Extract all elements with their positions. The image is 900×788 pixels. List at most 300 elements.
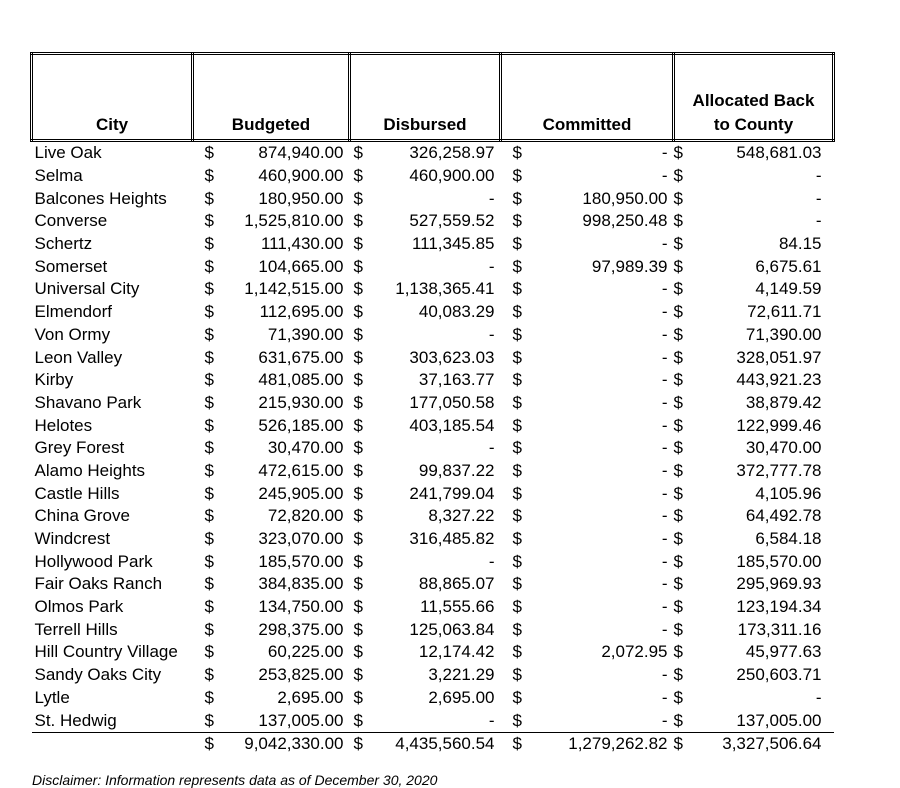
disbursed-cell	[350, 324, 501, 347]
committed-cell	[501, 573, 674, 596]
currency-symbol: $	[353, 460, 363, 480]
table-row	[32, 255, 834, 278]
disbursed-cell	[350, 369, 501, 392]
allocated-value: 372,777.78	[736, 460, 822, 480]
disbursed-value: -	[488, 256, 495, 276]
city-name: Balcones Heights	[34, 188, 167, 208]
committed-value: -	[661, 392, 668, 412]
budgeted-value: 1,525,810.00	[244, 211, 344, 231]
disbursed-cell	[350, 687, 501, 710]
allocated-value: -	[815, 211, 822, 231]
committed-cell	[501, 301, 674, 324]
currency-symbol: $	[673, 166, 683, 186]
allocated-value: 137,005.00	[736, 710, 822, 730]
allocated-value: 295,969.93	[736, 574, 822, 594]
budgeted-cell	[193, 233, 350, 256]
budgeted-value: 30,470.00	[267, 438, 344, 458]
budgeted-value: 112,695.00	[259, 302, 344, 322]
currency-symbol: $	[204, 279, 214, 299]
budgeted-cell	[193, 369, 350, 392]
allocated-cell	[674, 664, 834, 687]
totals-row	[32, 732, 834, 755]
currency-symbol: $	[673, 460, 683, 480]
currency-symbol: $	[353, 211, 363, 231]
allocated-cell	[674, 482, 834, 505]
budgeted-value: 1,142,515.00	[244, 279, 344, 299]
allocated-value: -	[815, 188, 822, 208]
currency-symbol: $	[204, 347, 214, 367]
currency-symbol: $	[204, 665, 214, 685]
disbursed-value: 12,174.42	[418, 642, 495, 662]
currency-symbol: $	[673, 597, 683, 617]
city-name: Terrell Hills	[34, 619, 118, 639]
currency-symbol: $	[512, 506, 522, 526]
budgeted-cell	[193, 460, 350, 483]
currency-symbol: $	[204, 392, 214, 412]
city-name: Grey Forest	[34, 438, 125, 458]
committed-value: -	[661, 438, 668, 458]
currency-symbol: $	[204, 529, 214, 549]
currency-symbol: $	[673, 370, 683, 390]
committed-cell	[501, 278, 674, 301]
currency-symbol: $	[512, 143, 522, 163]
disbursed-cell	[350, 641, 501, 664]
committed-value: -	[661, 597, 668, 617]
city-name: Hill Country Village	[34, 642, 178, 662]
budgeted-value: 253,825.00	[258, 665, 344, 685]
currency-symbol: $	[204, 506, 214, 526]
allocated-cell	[674, 641, 834, 664]
committed-value: -	[661, 665, 668, 685]
disbursed-cell	[350, 505, 501, 528]
budgeted-cell	[193, 709, 350, 732]
table-row	[32, 414, 834, 437]
allocated-cell	[674, 596, 834, 619]
committed-cell	[501, 482, 674, 505]
allocated-cell	[674, 709, 834, 732]
currency-symbol: $	[673, 483, 683, 503]
allocated-value: 4,149.59	[755, 279, 822, 299]
budgeted-value: 180,950.00	[258, 188, 344, 208]
budgeted-value: 481,085.00	[258, 370, 344, 390]
header-row	[32, 54, 834, 141]
disbursed-value: 177,050.58	[409, 392, 495, 412]
currency-symbol: $	[512, 279, 522, 299]
currency-symbol: $	[512, 234, 522, 254]
allocated-value: 6,675.61	[755, 256, 822, 276]
disbursed-cell	[350, 346, 501, 369]
committed-value: -	[661, 415, 668, 435]
currency-symbol: $	[353, 438, 363, 458]
disbursed-cell	[350, 301, 501, 324]
currency-symbol: $	[673, 415, 683, 435]
header-disbursed: Disbursed	[350, 54, 501, 141]
allocated-cell	[674, 437, 834, 460]
disbursed-value: 403,185.54	[409, 415, 495, 435]
currency-symbol: $	[353, 506, 363, 526]
allocated-value: 443,921.23	[736, 370, 822, 390]
committed-cell	[501, 165, 674, 188]
currency-symbol: $	[512, 166, 522, 186]
allocation-table-sheet	[30, 52, 832, 756]
allocated-value: 64,492.78	[745, 506, 822, 526]
budgeted-value: 384,835.00	[258, 574, 344, 594]
currency-symbol: $	[204, 597, 214, 617]
allocated-cell	[674, 414, 834, 437]
currency-symbol: $	[353, 347, 363, 367]
currency-symbol: $	[353, 188, 363, 208]
allocated-cell	[674, 528, 834, 551]
city-name: Converse	[34, 211, 108, 231]
budgeted-value: 60,225.00	[267, 642, 344, 662]
budgeted-cell	[193, 437, 350, 460]
city-name: Olmos Park	[34, 597, 124, 617]
disbursed-value: -	[488, 710, 495, 730]
disbursed-value: 460,900.00	[409, 166, 495, 186]
allocated-value: 185,570.00	[736, 551, 822, 571]
header-budgeted: Budgeted	[193, 54, 350, 141]
committed-cell	[501, 709, 674, 732]
city-name: Leon Valley	[34, 347, 123, 367]
currency-symbol: $	[512, 256, 522, 276]
currency-symbol: $	[353, 734, 363, 754]
currency-symbol: $	[204, 324, 214, 344]
currency-symbol: $	[204, 166, 214, 186]
currency-symbol: $	[204, 551, 214, 571]
currency-symbol: $	[512, 347, 522, 367]
currency-symbol: $	[204, 370, 214, 390]
disclaimer-note: Disclaimer: Information represents data as of December 30, 2020	[32, 772, 438, 788]
currency-symbol: $	[204, 415, 214, 435]
currency-symbol: $	[512, 619, 522, 639]
disbursed-value: -	[488, 438, 495, 458]
city-name: Windcrest	[34, 529, 111, 549]
currency-symbol: $	[204, 143, 214, 163]
committed-cell	[501, 187, 674, 210]
currency-symbol: $	[353, 392, 363, 412]
committed-cell	[501, 210, 674, 233]
table-row	[32, 687, 834, 710]
totals-label-cell	[32, 732, 193, 755]
disbursed-value: 88,865.07	[418, 574, 495, 594]
currency-symbol: $	[204, 710, 214, 730]
table-row	[32, 573, 834, 596]
budgeted-value: 104,665.00	[258, 256, 344, 276]
currency-symbol: $	[353, 143, 363, 163]
committed-value: -	[661, 234, 668, 254]
table-row	[32, 392, 834, 415]
disbursed-cell	[350, 618, 501, 641]
currency-symbol: $	[673, 642, 683, 662]
budgeted-value: 631,675.00	[258, 347, 344, 367]
committed-cell	[501, 550, 674, 573]
disbursed-value: -	[488, 324, 495, 344]
table-row	[32, 233, 834, 256]
city-name: Helotes	[34, 415, 93, 435]
city-name: Sandy Oaks City	[34, 665, 162, 685]
disbursed-cell	[350, 437, 501, 460]
budgeted-cell	[193, 618, 350, 641]
allocated-value: 84.15	[778, 234, 822, 254]
currency-symbol: $	[204, 460, 214, 480]
currency-symbol: $	[512, 392, 522, 412]
table-row	[32, 664, 834, 687]
disbursed-cell	[350, 255, 501, 278]
currency-symbol: $	[353, 597, 363, 617]
disbursed-value: 37,163.77	[418, 370, 495, 390]
currency-symbol: $	[673, 143, 683, 163]
allocated-value: 123,194.34	[736, 597, 822, 617]
budgeted-cell	[193, 528, 350, 551]
table-row	[32, 278, 834, 301]
currency-symbol: $	[353, 279, 363, 299]
disbursed-value: -	[488, 551, 495, 571]
allocated-cell	[674, 618, 834, 641]
allocated-value: 6,584.18	[755, 529, 822, 549]
allocated-cell	[674, 301, 834, 324]
budgeted-value: 526,185.00	[258, 415, 344, 435]
allocated-value: 122,999.46	[736, 415, 822, 435]
table-body	[32, 141, 834, 756]
currency-symbol: $	[204, 234, 214, 254]
header-city: City	[32, 54, 193, 141]
city-name: Shavano Park	[34, 392, 142, 412]
disbursed-value: 2,695.00	[428, 687, 495, 707]
committed-value: -	[661, 710, 668, 730]
committed-cell	[501, 324, 674, 347]
city-name: Live Oak	[34, 143, 102, 163]
city-name: Somerset	[34, 256, 108, 276]
city-name: Fair Oaks Ranch	[34, 574, 163, 594]
budgeted-value: 72,820.00	[267, 506, 344, 526]
currency-symbol: $	[673, 347, 683, 367]
committed-value: -	[661, 460, 668, 480]
currency-symbol: $	[673, 234, 683, 254]
city-name: China Grove	[34, 506, 130, 526]
budgeted-value: 245,905.00	[258, 483, 344, 503]
budgeted-cell	[193, 505, 350, 528]
table-row	[32, 460, 834, 483]
disbursed-cell	[350, 550, 501, 573]
budgeted-cell	[193, 165, 350, 188]
disbursed-cell	[350, 596, 501, 619]
committed-cell	[501, 528, 674, 551]
allocated-value: 71,390.00	[745, 324, 822, 344]
disbursed-cell	[350, 210, 501, 233]
disbursed-value: 1,138,365.41	[395, 279, 495, 299]
currency-symbol: $	[353, 665, 363, 685]
allocated-value: 548,681.03	[736, 143, 822, 163]
disbursed-value: 326,258.97	[409, 143, 495, 163]
currency-symbol: $	[512, 687, 522, 707]
currency-symbol: $	[204, 188, 214, 208]
currency-symbol: $	[204, 483, 214, 503]
committed-value: 97,989.39	[591, 256, 668, 276]
committed-cell	[501, 664, 674, 687]
table-row	[32, 709, 834, 732]
disbursed-value: 303,623.03	[409, 347, 495, 367]
currency-symbol: $	[204, 619, 214, 639]
budgeted-cell	[193, 414, 350, 437]
committed-cell	[501, 346, 674, 369]
city-name: St. Hedwig	[32, 709, 193, 732]
table-row	[32, 618, 834, 641]
allocated-cell	[674, 460, 834, 483]
currency-symbol: $	[512, 529, 522, 549]
disbursed-cell	[350, 732, 501, 755]
committed-value: -	[661, 619, 668, 639]
disbursed-value: 8,327.22	[428, 506, 495, 526]
city-name: Elmendorf	[34, 302, 112, 322]
currency-symbol: $	[512, 370, 522, 390]
budgeted-cell	[193, 550, 350, 573]
disbursed-value: 241,799.04	[409, 483, 495, 503]
table-row	[32, 528, 834, 551]
committed-value: -	[661, 551, 668, 571]
currency-symbol: $	[512, 460, 522, 480]
allocated-value: 30,470.00	[745, 438, 822, 458]
disbursed-cell	[350, 233, 501, 256]
committed-value: 998,250.48	[582, 211, 668, 231]
disbursed-value: 4,435,560.54	[395, 734, 495, 754]
table-row	[32, 437, 834, 460]
committed-cell	[501, 141, 674, 165]
allocated-cell	[674, 346, 834, 369]
budgeted-value: 111,430.00	[260, 234, 344, 254]
currency-symbol: $	[673, 529, 683, 549]
allocated-value: 72,611.71	[747, 302, 822, 322]
allocated-value: 250,603.71	[736, 665, 822, 685]
currency-symbol: $	[512, 302, 522, 322]
disbursed-cell	[350, 460, 501, 483]
budgeted-cell	[193, 687, 350, 710]
currency-symbol: $	[673, 734, 683, 754]
table-row	[32, 369, 834, 392]
committed-cell	[501, 392, 674, 415]
budgeted-value: 9,042,330.00	[244, 734, 344, 754]
allocated-cell	[674, 573, 834, 596]
committed-value: -	[661, 370, 668, 390]
budgeted-cell	[193, 596, 350, 619]
committed-cell	[501, 233, 674, 256]
budgeted-cell	[193, 346, 350, 369]
currency-symbol: $	[512, 597, 522, 617]
allocated-cell	[674, 141, 834, 165]
currency-symbol: $	[673, 256, 683, 276]
committed-value: -	[661, 687, 668, 707]
committed-value: 2,072.95	[601, 642, 668, 662]
currency-symbol: $	[512, 665, 522, 685]
city-name: Von Ormy	[34, 324, 111, 344]
budgeted-value: 472,615.00	[258, 460, 344, 480]
budgeted-value: 298,375.00	[258, 619, 344, 639]
currency-symbol: $	[512, 188, 522, 208]
allocated-cell	[674, 233, 834, 256]
budgeted-cell	[193, 573, 350, 596]
currency-symbol: $	[512, 324, 522, 344]
currency-symbol: $	[512, 574, 522, 594]
committed-cell	[501, 255, 674, 278]
allocated-cell	[674, 369, 834, 392]
allocated-value: 173,311.16	[737, 619, 822, 639]
currency-symbol: $	[673, 324, 683, 344]
committed-cell	[501, 687, 674, 710]
currency-symbol: $	[353, 642, 363, 662]
currency-symbol: $	[512, 415, 522, 435]
allocated-value: 4,105.96	[755, 483, 822, 503]
committed-cell	[501, 596, 674, 619]
allocated-value: 328,051.97	[736, 347, 822, 367]
budgeted-cell	[193, 301, 350, 324]
header-allocated	[674, 54, 834, 141]
table-row	[32, 187, 834, 210]
currency-symbol: $	[204, 256, 214, 276]
committed-cell	[501, 460, 674, 483]
allocated-cell	[674, 210, 834, 233]
currency-symbol: $	[673, 619, 683, 639]
currency-symbol: $	[512, 483, 522, 503]
budgeted-cell	[193, 732, 350, 755]
table-row	[32, 301, 834, 324]
budgeted-value: 874,940.00	[258, 143, 344, 163]
currency-symbol: $	[353, 234, 363, 254]
currency-symbol: $	[512, 551, 522, 571]
committed-cell	[501, 369, 674, 392]
city-name: Hollywood Park	[34, 551, 153, 571]
currency-symbol: $	[673, 665, 683, 685]
disbursed-value: -	[488, 188, 495, 208]
budgeted-value: 215,930.00	[258, 392, 344, 412]
committed-value: -	[661, 143, 668, 163]
disbursed-cell	[350, 414, 501, 437]
budgeted-cell	[193, 141, 350, 165]
currency-symbol: $	[204, 574, 214, 594]
currency-symbol: $	[353, 256, 363, 276]
currency-symbol: $	[353, 551, 363, 571]
currency-symbol: $	[673, 687, 683, 707]
disbursed-cell	[350, 664, 501, 687]
table-row	[32, 641, 834, 664]
header-allocated-line1: Allocated Back	[692, 91, 815, 110]
table-row	[32, 210, 834, 233]
disbursed-cell	[350, 392, 501, 415]
currency-symbol: $	[353, 710, 363, 730]
budgeted-value: 134,750.00	[258, 597, 344, 617]
committed-cell	[501, 505, 674, 528]
currency-symbol: $	[353, 687, 363, 707]
disbursed-value: 527,559.52	[409, 211, 495, 231]
currency-symbol: $	[353, 574, 363, 594]
table-row	[32, 346, 834, 369]
committed-value: -	[661, 483, 668, 503]
committed-value: -	[661, 166, 668, 186]
currency-symbol: $	[204, 438, 214, 458]
city-name: Castle Hills	[34, 483, 120, 503]
allocated-cell	[674, 392, 834, 415]
currency-symbol: $	[673, 392, 683, 412]
budgeted-cell	[193, 641, 350, 664]
allocated-value: 45,977.63	[745, 642, 822, 662]
header-committed: Committed	[501, 54, 674, 141]
currency-symbol: $	[673, 302, 683, 322]
city-name: Lytle	[34, 687, 70, 707]
header-allocated-line2: to County	[713, 115, 794, 134]
committed-value: -	[661, 529, 668, 549]
allocated-cell	[674, 505, 834, 528]
committed-cell	[501, 437, 674, 460]
table-row	[32, 141, 834, 165]
budgeted-cell	[193, 278, 350, 301]
